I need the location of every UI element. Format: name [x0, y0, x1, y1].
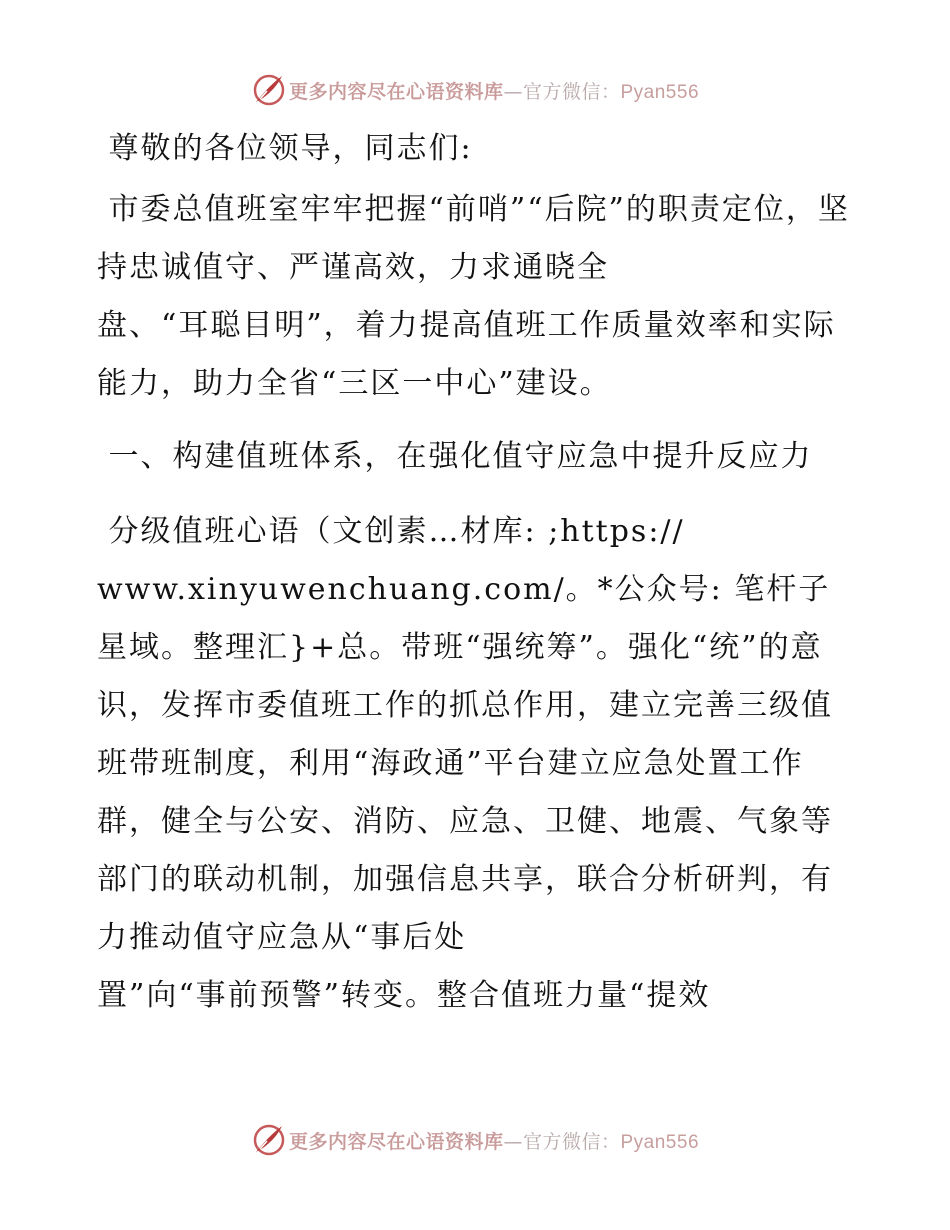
- watermark-main-text: 更多内容尽在心语资料库: [288, 1130, 504, 1153]
- watermark-label: 官方微信：: [522, 1130, 621, 1153]
- section-heading: 一、构建值班体系，在强化值守应急中提升反应力: [97, 439, 813, 474]
- salutation: 尊敬的各位领导，同志们:: [97, 131, 473, 166]
- document-body: [97, 118, 857, 1025]
- watermark-label: 官方微信：: [522, 80, 621, 103]
- watermark-banner-top: [0, 70, 950, 110]
- quill-logo-icon: [251, 1122, 287, 1158]
- watermark-wechat-id: Pyan556: [620, 1131, 700, 1153]
- watermark-dash: —: [503, 1130, 523, 1153]
- watermark-wechat-id: Pyan556: [620, 81, 700, 103]
- watermark-banner-bottom: [0, 1120, 950, 1160]
- watermark-dash: —: [503, 80, 523, 103]
- quill-logo-icon: [251, 72, 287, 108]
- intro-paragraph: 市委总值班室牢牢把握“前哨”“后院”的职责定位，坚持忠诚值守、严谨高效，力求通晓全 盘、“耳聪目明”，着力提高值班工作质量效率和实际能力，助力全省“三区一中心”建设。: [97, 192, 850, 401]
- watermark-main-text: 更多内容尽在心语资料库: [288, 80, 504, 103]
- body-paragraph: 分级值班心语（文创素…材库: ;https:// www.xinyuwenchuang.com/。*公众号: 笔杆子星域。整理汇}+总。带班“强统筹”。强化“统”的意识，发挥市委值班工作的抓总作用，建立完善三级值班带班制度，利用“海政通”平台建立应急处置工作群，健全与公安、消防、应急、卫健、地震、气象等部门的联动机制，加强信息共享，联合分析研判，有力推动值守应急从“事后处 置”向“事前预警”转变。整合值班力量“提效: [97, 514, 833, 1013]
